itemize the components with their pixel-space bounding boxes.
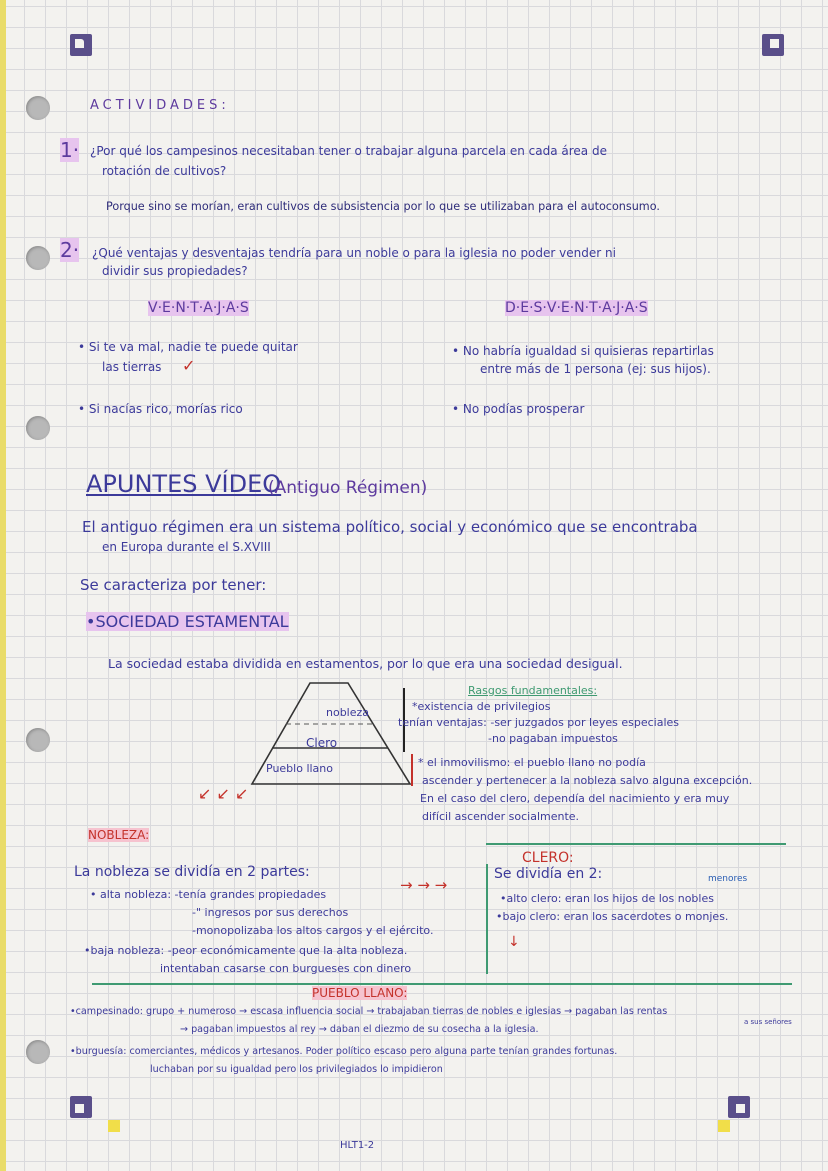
ventajas-title: V·E·N·T·A·J·A·S xyxy=(148,300,249,316)
yellow-square xyxy=(108,1120,120,1132)
clero-title: CLERO: xyxy=(522,850,574,866)
rasgos-line: *existencia de privilegios xyxy=(412,700,551,713)
divider xyxy=(486,864,488,974)
pyramid-pueblo: Pueblo llano xyxy=(266,762,333,775)
nobleza-line: • alta nobleza: -tenía grandes propiedades xyxy=(90,888,327,901)
arrow-icon: → → → xyxy=(400,876,448,894)
q2-number: 2· xyxy=(60,238,80,262)
page-number: HLT1-2 xyxy=(340,1140,375,1151)
q2-question: dividir sus propiedades? xyxy=(102,264,248,278)
yellow-square xyxy=(718,1120,730,1132)
section-heading: •SOCIEDAD ESTAMENTAL xyxy=(86,612,289,631)
punch-hole xyxy=(26,728,50,752)
pueblo-note: a sus señores xyxy=(744,1018,792,1026)
arrow-icon: ↙ ↙ ↙ xyxy=(198,784,249,803)
nobleza-line: -" ingresos por sus derechos xyxy=(192,906,349,919)
notes-title: APUNTES VÍDEO xyxy=(86,470,282,498)
page-edge xyxy=(0,0,6,1171)
sociedad-text: La sociedad estaba dividida en estamentos, por lo que era una sociedad desigual. xyxy=(108,656,623,671)
q1-question: rotación de cultivos? xyxy=(102,164,227,178)
intro-text: en Europa durante el S.XVIII xyxy=(102,540,271,554)
rasgos-title: Rasgos fundamentales: xyxy=(468,684,598,697)
corner-mark-icon xyxy=(70,1096,92,1118)
notes-subtitle: (Antiguo Régimen) xyxy=(268,478,428,498)
pueblo-line: → pagaban impuestos al rey → daban el diezmo de su cosecha a la iglesia. xyxy=(180,1024,539,1035)
rasgos-line: tenían ventajas: -ser juzgados por leyes especiales xyxy=(398,716,680,729)
ventaja-item: • Si te va mal, nadie te puede quitar xyxy=(78,340,298,354)
pueblo-line: •burguesía: comerciantes, médicos y artesanos. Poder político escaso pero alguna parte tenían grandes fortunas. xyxy=(70,1046,618,1057)
nobleza-line: -monopolizaba los altos cargos y el ejército. xyxy=(192,924,434,937)
punch-hole xyxy=(26,96,50,120)
pueblo-title: PUEBLO LLANO: xyxy=(312,986,408,1000)
nobleza-title: NOBLEZA: xyxy=(88,828,150,842)
arrow-icon: ↓ xyxy=(508,934,520,950)
caracteriza-text: Se caracteriza por tener: xyxy=(80,576,267,594)
rasgos-line: * el inmovilismo: el pueblo llano no podía xyxy=(418,756,646,769)
divider xyxy=(486,843,786,845)
nobleza-line: La nobleza se dividía en 2 partes: xyxy=(74,864,310,880)
checkmark-icon: ✓ xyxy=(182,356,196,375)
rasgos-line: -no pagaban impuestos xyxy=(488,732,618,745)
clero-note: menores xyxy=(708,874,748,884)
ventaja-item: • Si nacías rico, morías rico xyxy=(78,402,243,416)
q1-question: ¿Por qué los campesinos necesitaban tener o trabajar alguna parcela en cada área de xyxy=(90,144,607,158)
desventaja-item: • No podías prosperar xyxy=(452,402,585,416)
punch-hole xyxy=(26,416,50,440)
pueblo-line: •campesinado: grupo + numeroso → escasa influencia social → trabajaban tierras de nobles e iglesias → pagaban las rentas xyxy=(70,1006,668,1017)
pueblo-line: luchaban por su igualdad pero los privilegiados lo impidieron xyxy=(150,1064,443,1075)
activities-title: ACTIVIDADES: xyxy=(90,98,230,113)
clero-line: Se dividía en 2: xyxy=(494,866,603,882)
pyramid-nobleza: nobleza xyxy=(326,706,370,719)
desventaja-item: • No habría igualdad si quisieras repartirlas xyxy=(452,344,714,358)
q2-question: ¿Qué ventajas y desventajas tendría para un noble o para la iglesia no poder vender ni xyxy=(92,246,616,260)
pyramid-clero: Clero xyxy=(306,736,338,750)
corner-mark-icon xyxy=(70,34,92,56)
divider xyxy=(92,983,792,985)
brace xyxy=(411,754,413,786)
rasgos-line: ascender y pertenecer a la nobleza salvo alguna excepción. xyxy=(422,774,753,787)
nobleza-line: intentaban casarse con burgueses con dinero xyxy=(160,962,412,975)
rasgos-line: En el caso del clero, dependía del nacimiento y era muy xyxy=(420,792,730,805)
desventajas-title: D·E·S·V·E·N·T·A·J·A·S xyxy=(505,300,648,316)
punch-hole xyxy=(26,246,50,270)
q1-answer: Porque sino se morían, eran cultivos de subsistencia por lo que se utilizaban para el autoconsumo. xyxy=(106,200,660,213)
clero-line: •bajo clero: eran los sacerdotes o monjes. xyxy=(496,910,729,923)
ventaja-item: las tierras xyxy=(102,360,162,374)
q1-number: 1· xyxy=(60,138,80,162)
desventaja-item: entre más de 1 persona (ej: sus hijos). xyxy=(480,362,711,376)
rasgos-line: difícil ascender socialmente. xyxy=(422,810,580,823)
clero-line: •alto clero: eran los hijos de los nobles xyxy=(500,892,714,905)
intro-text: El antiguo régimen era un sistema político, social y económico que se encontraba xyxy=(82,518,698,536)
corner-mark-icon xyxy=(728,1096,750,1118)
punch-hole xyxy=(26,1040,50,1064)
corner-mark-icon xyxy=(762,34,784,56)
nobleza-line: •baja nobleza: -peor económicamente que la alta nobleza. xyxy=(84,944,408,957)
